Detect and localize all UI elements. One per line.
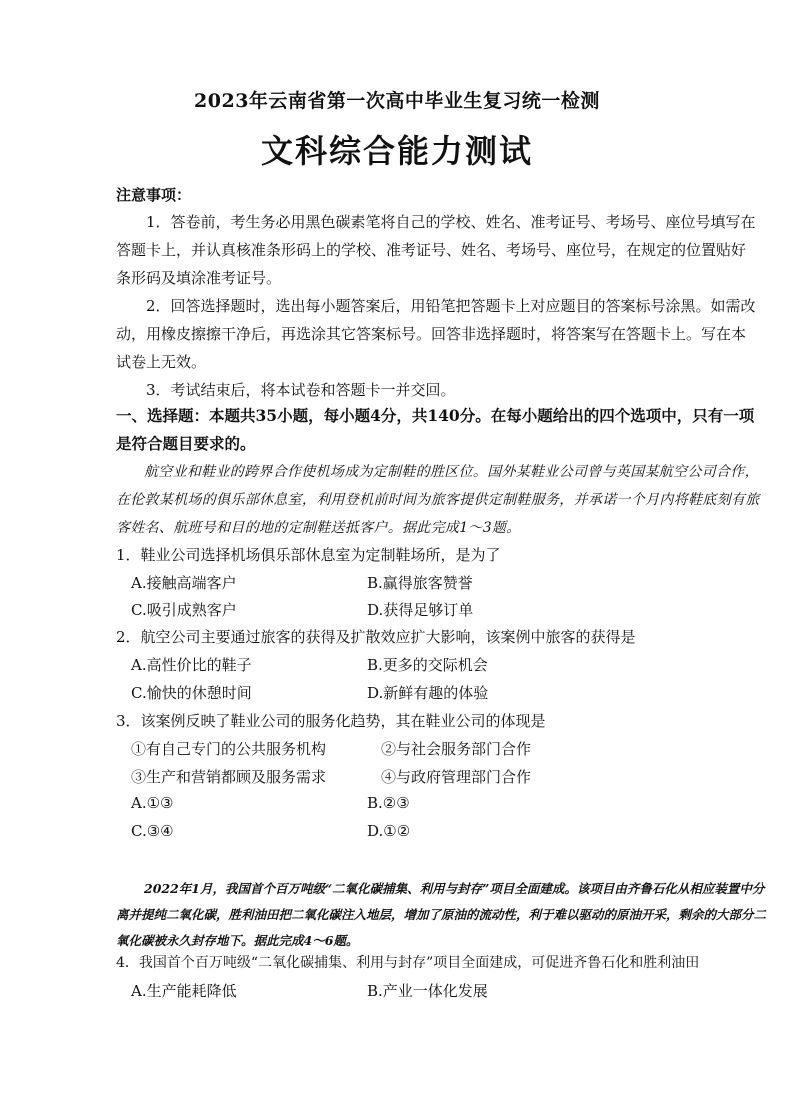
question-stem: 2．航空公司主要通过旅客的获得及扩散效应扩大影响，该案例中旅客的获得是 bbox=[116, 628, 636, 646]
option-b: B.赢得旅客赞誉 bbox=[367, 574, 473, 592]
statement-3: ③生产和营销都顾及服务需求 bbox=[131, 768, 327, 786]
note-item-2: 2．回答选择题时，选出每小题答案后，用铅笔把答题卡上对应题目的答案标号涂黑。如需改动，用橡皮擦擦干净后，再选涂其它答案标号。回答非选择题时，将答案写在答题卡上。写在本试卷上无效。 bbox=[116, 297, 756, 371]
option-a: A.①③ bbox=[131, 794, 174, 812]
passage-2: 2022年1月，我国首个百万吨级“二氧化碳捕集、利用与封存”项目全面建成。该项目由齐鲁石化从相应装置中分离并提纯二氧化碳，胜利油田把二氧化碳注入地层，增加了原油的流动性，利于难以驱动的原油开采，剩余的大部分二氧化碳被永久封存地下。据此完成4～6题。 bbox=[116, 881, 767, 948]
notes-heading: 注意事项： bbox=[116, 186, 192, 204]
note-item-3: 3．考试结束后，将本试卷和答题卡一并交回。 bbox=[146, 381, 456, 399]
option-d: D.①② bbox=[367, 822, 411, 840]
question-stem: 3．该案例反映了鞋业公司的服务化趋势，其在鞋业公司的体现是 bbox=[116, 712, 546, 730]
option-b: B.②③ bbox=[367, 794, 410, 812]
option-b: B.产业一体化发展 bbox=[367, 982, 488, 1000]
statement-1: ①有自己专门的公共服务机构 bbox=[131, 740, 327, 758]
option-a: A.生产能耗降低 bbox=[131, 982, 237, 1000]
option-c: C.愉快的休憩时间 bbox=[131, 684, 252, 702]
option-d: D.新鲜有趣的体验 bbox=[367, 684, 489, 702]
option-b: B.更多的交际机会 bbox=[367, 656, 488, 674]
question-stem: 4．我国首个百万吨级“二氧化碳捕集、利用与封存”项目全面建成，可促进齐鲁石化和胜利油田 bbox=[116, 955, 700, 971]
passage-1: 航空业和鞋业的跨界合作使机场成为定制鞋的胜区位。国外某鞋业公司曾与英国某航空公司合作，在伦敦某机场的俱乐部休息室，利用登机前时间为旅客提供定制鞋服务，并承诺一个月内将鞋底刻有旅客姓名、航班号和目的地的定制鞋送抵客户。据此完成1～3题。 bbox=[116, 464, 760, 536]
option-c: C.吸引成熟客户 bbox=[131, 601, 237, 619]
section-heading: 一、选择题：本题共35小题，每小题4分，共140分。在每小题给出的四个选项中，只有一项是符合题目要求的。 bbox=[116, 406, 755, 453]
statement-2: ②与社会服务部门合作 bbox=[381, 740, 532, 758]
option-d: D.获得足够订单 bbox=[367, 601, 474, 619]
note-item-1: 1．答卷前，考生务必用黑色碳素笔将自己的学校、姓名、准考证号、考场号、座位号填写在答题卡上，并认真核准条形码上的学校、准考证号、姓名、考场号、座位号，在规定的位置贴好条形码及填涂准考证号。 bbox=[116, 213, 756, 287]
option-a: A.接触高端客户 bbox=[131, 574, 237, 592]
exam-subtitle: 2023年云南省第一次高中毕业生复习统一检测 bbox=[194, 90, 600, 112]
option-c: C.③④ bbox=[131, 822, 174, 840]
statement-4: ④与政府管理部门合作 bbox=[381, 768, 532, 786]
question-stem: 1．鞋业公司选择机场俱乐部休息室为定制鞋场所，是为了 bbox=[116, 546, 501, 564]
option-a: A.高性价比的鞋子 bbox=[131, 656, 252, 674]
exam-title: 文科综合能力测试 bbox=[260, 132, 533, 170]
